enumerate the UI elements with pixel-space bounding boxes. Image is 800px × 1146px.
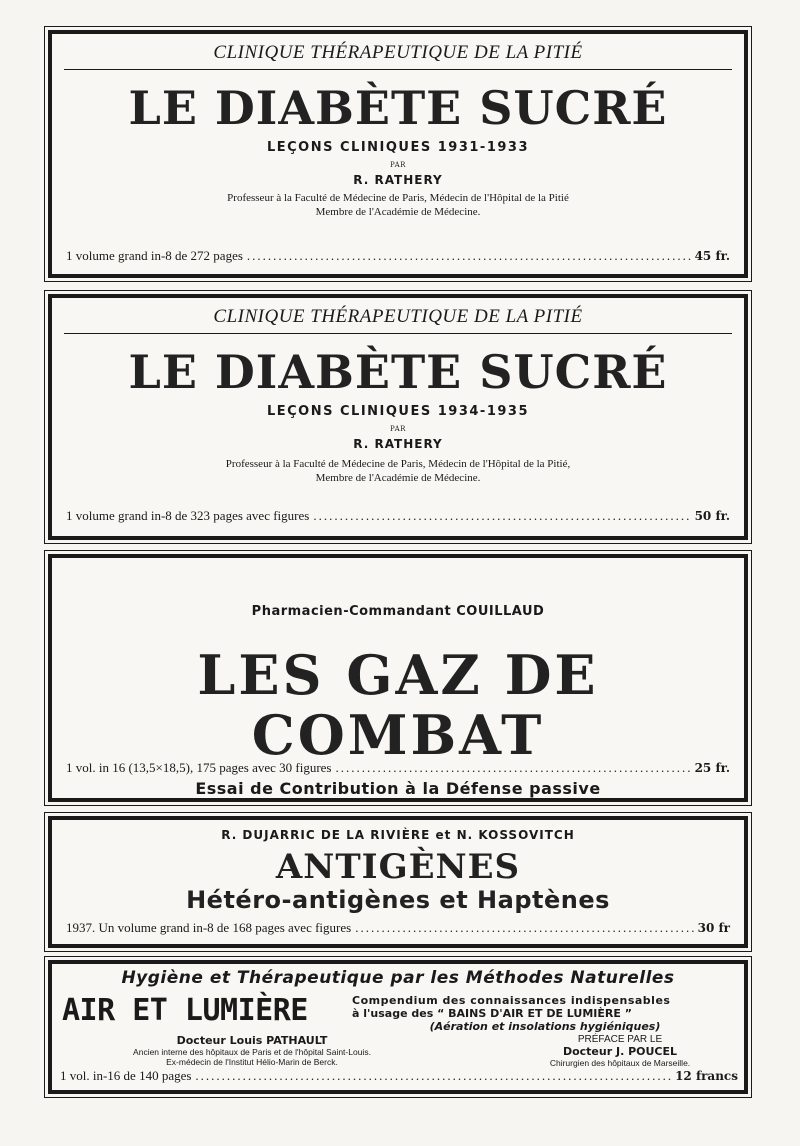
volume-line bbox=[66, 508, 730, 524]
book-title: ANTIGÈNES bbox=[275, 847, 521, 887]
leader-dots bbox=[195, 1068, 671, 1084]
author-name: R. RATHERY bbox=[353, 173, 443, 187]
author-description: Professeur à la Faculté de Médecine de Paris, Médecin de l'Hôpital de la Pitié, bbox=[225, 458, 571, 470]
volume-line bbox=[66, 920, 730, 936]
par-label: PAR bbox=[390, 161, 406, 169]
book-subtitle: LEÇONS CLINIQUES 1934-1935 bbox=[266, 404, 530, 419]
book-subtitle: LEÇONS CLINIQUES 1931-1933 bbox=[266, 140, 530, 155]
ad-air-et-lumiere bbox=[48, 960, 748, 1094]
preface-block bbox=[510, 1034, 730, 1068]
authors: R. DUJARRIC DE LA RIVIÈRE et N. KOSSOVITCH bbox=[221, 828, 575, 842]
ad-diabete-1931 bbox=[48, 30, 748, 278]
author-name: Pharmacien-Commandant COUILLAUD bbox=[251, 604, 545, 619]
par-label: PAR bbox=[390, 425, 406, 433]
price: 50 fr. bbox=[694, 509, 730, 523]
preface-description: Chirurgien des hôpitaux de Marseille. bbox=[549, 1058, 691, 1068]
volume-line bbox=[60, 1068, 738, 1084]
series-header: CLINIQUE THÉRAPEUTIQUE DE LA PITIÉ bbox=[64, 34, 732, 70]
blurb-line-3: (Aération et insolations hygiéniques) bbox=[429, 1020, 661, 1033]
author-membership: Membre de l'Académie de Médecine. bbox=[315, 472, 481, 484]
author-description: Professeur à la Faculté de Médecine de Paris, Médecin de l'Hôpital de la Pitié bbox=[227, 192, 569, 204]
ad-antigenes bbox=[48, 816, 748, 948]
author-block bbox=[62, 1034, 442, 1067]
volume-line bbox=[66, 760, 730, 776]
book-subtitle: Hétéro-antigènes et Haptènes bbox=[186, 886, 610, 914]
book-title: LE DIABÈTE SUCRÉ bbox=[128, 345, 668, 399]
series-header: CLINIQUE THÉRAPEUTIQUE DE LA PITIÉ bbox=[64, 298, 732, 334]
ad-diabete-1934 bbox=[48, 294, 748, 540]
price: 25 fr. bbox=[694, 761, 730, 775]
price: 12 francs bbox=[675, 1069, 738, 1083]
price: 45 fr. bbox=[694, 249, 730, 263]
series-header: Hygiène et Thérapeutique par les Méthodes Naturelles bbox=[121, 968, 675, 988]
volume-info: 1 vol. in 16 (13,5×18,5), 175 pages avec 30 figures bbox=[66, 760, 332, 775]
author-name: Docteur Louis PATHAULT bbox=[176, 1034, 328, 1047]
book-subtitle: Essai de Contribution à la Défense passive bbox=[195, 779, 601, 798]
volume-info: 1937. Un volume grand in-8 de 168 pages avec figures bbox=[66, 920, 352, 935]
leader-dots bbox=[313, 508, 690, 524]
book-title: AIR ET LUMIÈRE bbox=[62, 993, 308, 1028]
leader-dots bbox=[247, 248, 691, 264]
ad-gaz-de-combat bbox=[48, 554, 748, 802]
volume-line bbox=[66, 248, 730, 264]
author-description-2: Ex-médecin de l'Institut Hélio-Marin de Berck. bbox=[166, 1057, 338, 1067]
price: 30 fr bbox=[697, 921, 730, 935]
preface-label: PRÉFACE PAR LE bbox=[577, 1034, 663, 1045]
volume-info: 1 volume grand in-8 de 272 pages bbox=[66, 248, 243, 263]
volume-info: 1 vol. in-16 de 140 pages bbox=[60, 1068, 192, 1083]
author-description: Ancien interne des hôpitaux de Paris et de l'hôpital Saint-Louis. bbox=[133, 1047, 371, 1057]
blurb bbox=[352, 994, 738, 1033]
author-membership: Membre de l'Académie de Médecine. bbox=[315, 206, 481, 218]
author-name: R. RATHERY bbox=[353, 437, 443, 451]
blurb-line-1: Compendium des connaissances indispensables bbox=[352, 994, 671, 1007]
book-title: LES GAZ DE COMBAT bbox=[197, 643, 599, 767]
book-title: LE DIABÈTE SUCRÉ bbox=[128, 81, 668, 135]
preface-author: Docteur J. POUCEL bbox=[562, 1045, 678, 1058]
leader-dots bbox=[355, 920, 693, 936]
blurb-line-2: à l'usage des “ BAINS D'AIR ET DE LUMIÈRE ” bbox=[352, 1007, 632, 1020]
volume-info: 1 volume grand in-8 de 323 pages avec figures bbox=[66, 508, 310, 523]
leader-dots bbox=[335, 760, 690, 776]
title-row bbox=[62, 993, 738, 1033]
